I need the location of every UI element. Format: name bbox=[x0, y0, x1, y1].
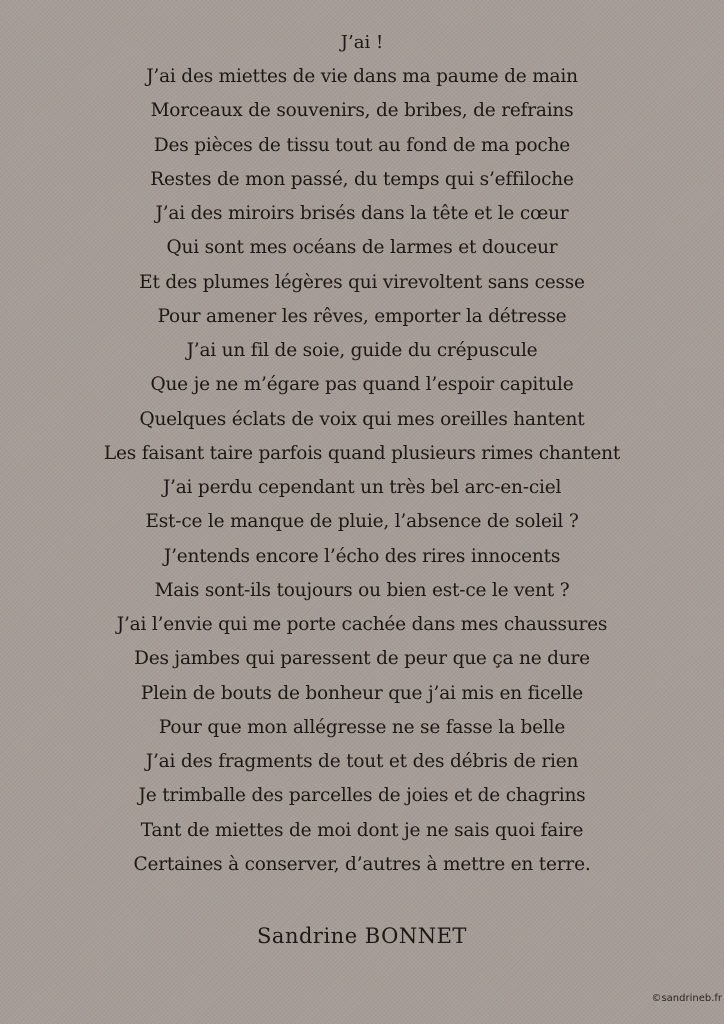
poem-line: J’ai des miroirs brisés dans la tête et le cœur bbox=[155, 203, 569, 224]
poem-line: Qui sont mes océans de larmes et douceur bbox=[166, 237, 558, 259]
poem-line: Restes de mon passé, du temps qui s’effiloche bbox=[150, 168, 574, 190]
poem-line: Je trimballe des parcelles de joies et de chagrins bbox=[138, 785, 586, 807]
poem-line: J’ai perdu cependant un très bel arc-en-ciel bbox=[162, 477, 562, 498]
poem-line: Pour amener les rêves, emporter la détresse bbox=[157, 305, 567, 327]
poem-line: Quelques éclats de voix qui mes oreilles hantent bbox=[139, 408, 585, 430]
poem-line: Morceaux de souvenirs, de bribes, de refrains bbox=[150, 100, 574, 122]
poem-line: Que je ne m’égare pas quand l’espoir capitule bbox=[150, 374, 574, 396]
poem-line: J’ai des miettes de vie dans ma paume de main bbox=[146, 66, 578, 87]
poem-line: J’entends encore l’écho des rires innocents bbox=[163, 545, 561, 567]
poem-line: Et des plumes légères qui virevoltent sans cesse bbox=[139, 271, 585, 293]
poem-line: Des pièces de tissu tout au fond de ma poche bbox=[153, 134, 571, 156]
poem-line: J’ai l’envie qui me porte cachée dans mes chaussures bbox=[116, 614, 608, 635]
poem-line: Tant de miettes de moi dont je ne sais quoi faire bbox=[140, 819, 584, 841]
poem-line: Plein de bouts de bonheur que j’ai mis en ficelle bbox=[140, 682, 584, 704]
poem-author: Sandrine BONNET bbox=[257, 924, 467, 948]
poem-line: Mais sont-ils toujours ou bien est-ce le vent ? bbox=[154, 579, 570, 601]
poem-lines bbox=[0, 60, 724, 882]
copyright-notice: ©sandrineb.fr bbox=[651, 993, 722, 1004]
poem-line: J’ai des fragments de tout et des débris de rien bbox=[145, 751, 579, 772]
poem-line: Pour que mon allégresse ne se fasse la belle bbox=[158, 716, 566, 738]
poem-line: Les faisant taire parfois quand plusieurs rimes chantent bbox=[103, 442, 621, 464]
poem-line: Certaines à conserver, d’autres à mettre en terre. bbox=[133, 853, 591, 875]
poem-title: J’ai ! bbox=[340, 32, 384, 53]
poem bbox=[0, 26, 724, 882]
poem-line: Des jambes qui paressent de peur que ça ne dure bbox=[134, 648, 590, 670]
poem-line: Est-ce le manque de pluie, l’absence de soleil ? bbox=[145, 511, 579, 533]
poem-line: J’ai un fil de soie, guide du crépuscule bbox=[186, 340, 538, 361]
